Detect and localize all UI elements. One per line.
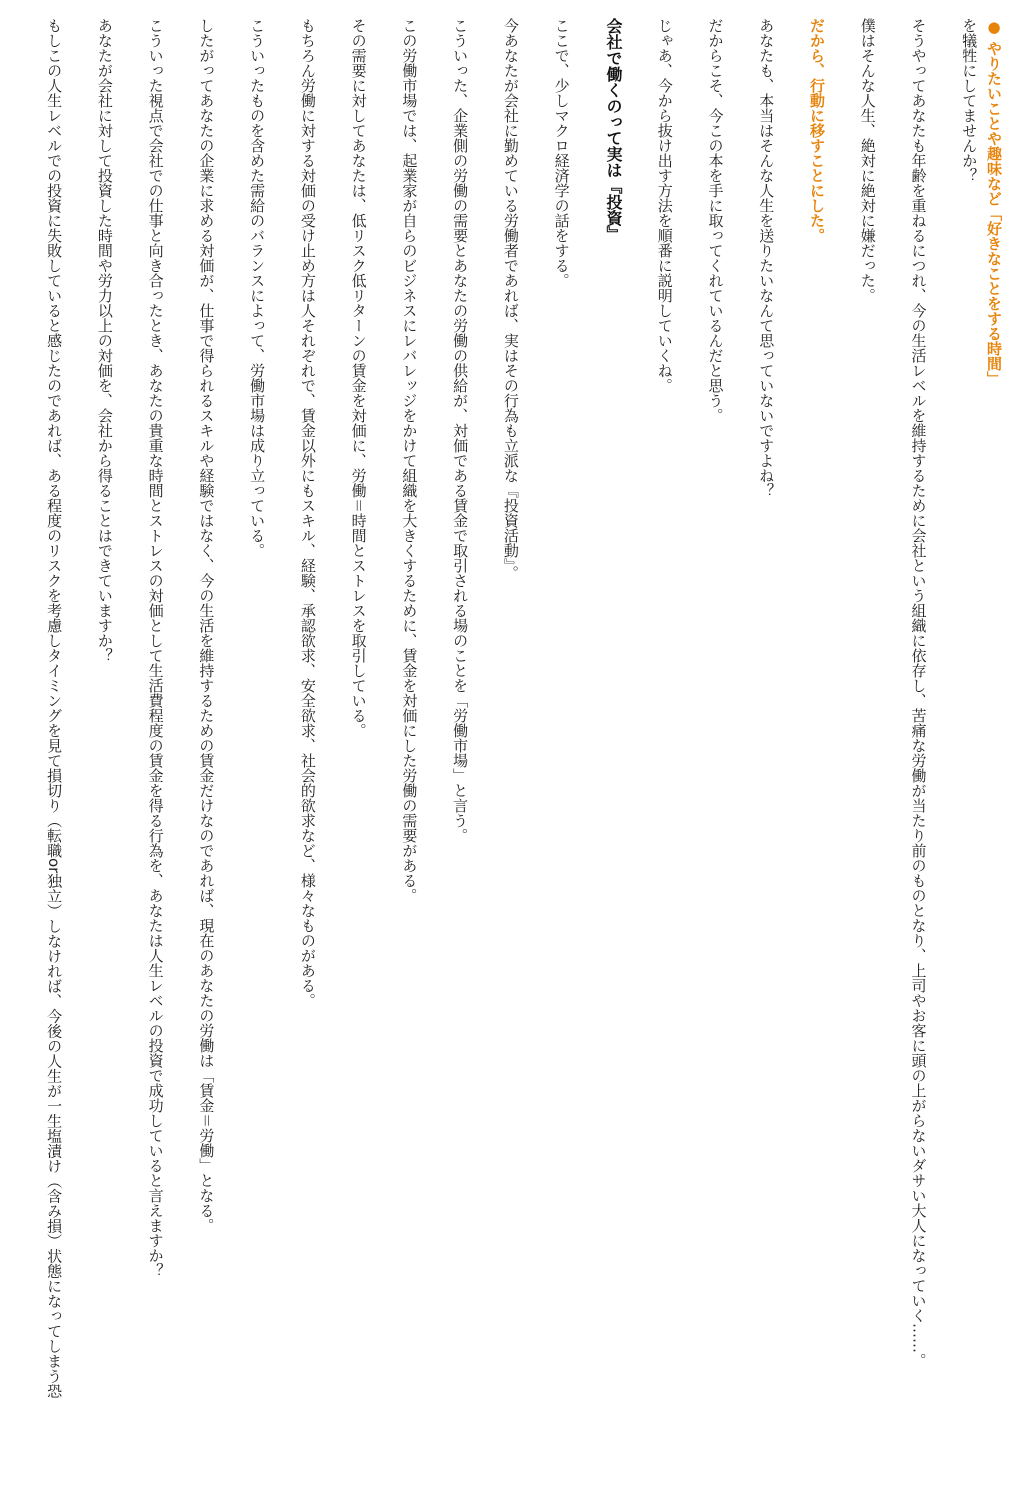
spacer bbox=[472, 18, 498, 1486]
spacer bbox=[829, 18, 855, 1486]
paragraph: もちろん労働に対する対価の受け止め方は人それぞれで、賃金以外にもスキル、経験、承認欲求、安全欲求、社会的欲求など、様々なものがある。 bbox=[298, 18, 317, 1008]
paragraph: じゃあ、今から抜け出す方法を順番に説明していくね。 bbox=[655, 18, 674, 393]
highlight-paragraph: だから、行動に移すことにした。 bbox=[808, 18, 826, 243]
spacer bbox=[168, 18, 194, 1486]
spacer bbox=[371, 18, 397, 1486]
spacer bbox=[269, 18, 295, 1486]
paragraph: その需要に対してあなたは、低リスク低リターンの賃金を対価に、労働＝時間とストレスを取引している。 bbox=[349, 18, 368, 739]
spacer bbox=[117, 18, 143, 1486]
paragraph: だからこそ、今この本を手に取ってくれているんだと思う。 bbox=[706, 18, 725, 423]
spacer bbox=[66, 18, 92, 1486]
paragraph: 今あなたが会社に勤めている労働者であれば、実はその行為も立派な『投資活動』。 bbox=[501, 18, 520, 581]
paragraph: したがってあなたの企業に求める対価が、仕事で得られるスキルや経験ではなく、今の生活を維持するための賃金だけなのであれば、現在のあなたの労働は「賃金＝労働」となる。 bbox=[197, 18, 216, 1234]
paragraph: あなたも、本当はそんな人生を送りたいなんて思っていないですよね？ bbox=[757, 18, 776, 498]
paragraph: こういった、企業側の労働の需要とあなたの労働の供給が、対価である賃金で取引される場のことを「労働市場」と言う。 bbox=[451, 18, 470, 843]
highlight-text: やりたいことや趣味など「好きなことをする時間」 bbox=[985, 40, 1003, 386]
paragraph: あなたが会社に対して投資した時間や労力以上の対価を、会社から得ることはできていますか？ bbox=[95, 18, 114, 663]
paragraph: もしこの人生レベルでの投資に失敗していると感じたのであれば、ある程度のリスクを考慮しタイミングを見て損切り（転職or独立）しなければ、今後の人生が一生塩漬け（含み損）状態になってしまう恐 bbox=[45, 18, 64, 1399]
paragraph-continuation: を犠牲にしてませんか？ bbox=[960, 18, 979, 183]
spacer bbox=[728, 18, 754, 1486]
spacer bbox=[320, 18, 346, 1486]
spacer bbox=[626, 18, 652, 1486]
article-body bbox=[41, 18, 1006, 1486]
paragraph: こういったものを含めた需給のバランスによって、労働市場は成り立っている。 bbox=[248, 18, 267, 558]
bullet-icon: ● bbox=[985, 18, 1003, 36]
paragraph: こういった視点で会社での仕事と向き合ったとき、あなたの貴重な時間とストレスの対価として生活費程度の賃金を得る行為を、あなたは人生レベルの投資で成功していると言えますか？ bbox=[146, 18, 165, 1278]
spacer bbox=[677, 18, 703, 1486]
paragraph: 僕はそんな人生、絶対に絶対に嫌だった。 bbox=[858, 18, 877, 303]
paragraph: この労働市場では、起業家が自らのビジネスにレバレッジをかけて組織を大きくするために、賃金を対価にした労働の需要がある。 bbox=[400, 18, 419, 903]
spacer bbox=[778, 18, 804, 1486]
spacer bbox=[421, 18, 447, 1486]
section-heading: 会社で働くのって実は『投資』 bbox=[604, 18, 623, 242]
spacer bbox=[218, 18, 244, 1486]
spacer bbox=[574, 18, 600, 1486]
bullet-paragraph bbox=[981, 18, 1006, 1486]
spacer bbox=[880, 18, 906, 1486]
spacer bbox=[931, 18, 957, 1486]
spacer bbox=[523, 18, 549, 1486]
paragraph: ここで、少しマクロ経済学の話をする。 bbox=[552, 18, 571, 288]
paragraph: そうやってあなたも年齢を重ねるにつれ、今の生活レベルを維持するために会社という組織に依存し、苦痛な労働が当たり前のものとなり、上司やお客に頭の上がらないダサい大人になっていく……。 bbox=[909, 18, 928, 1368]
